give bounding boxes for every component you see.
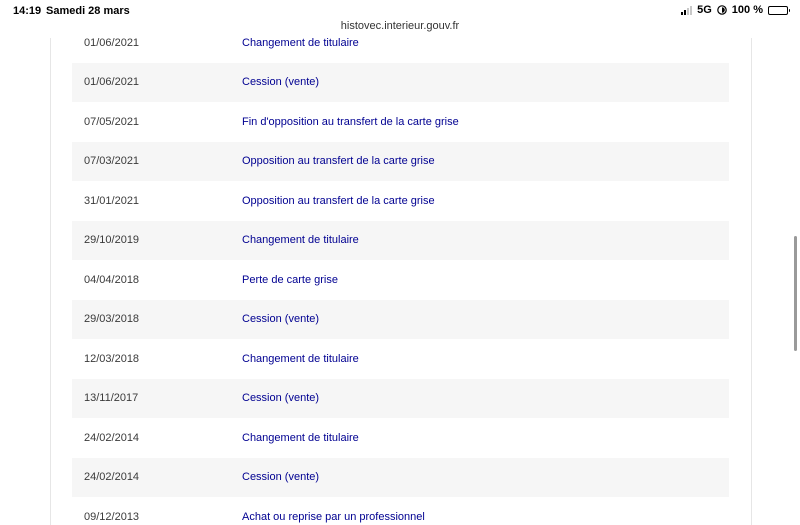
row-event: Fin d'opposition au transfert de la carte grise	[242, 115, 459, 128]
battery-label: 100 %	[731, 4, 763, 16]
row-date: 24/02/2014	[84, 471, 140, 484]
row-date: 13/11/2017	[84, 392, 139, 405]
table-row	[72, 38, 729, 63]
signal-icon	[681, 6, 692, 15]
row-event: Cession (vente)	[242, 313, 320, 326]
row-event: Opposition au transfert de la carte grise	[242, 155, 435, 168]
row-date: 01/06/2021	[84, 76, 140, 89]
row-event: Changement de titulaire	[242, 38, 359, 49]
row-date: 09/12/2013	[84, 510, 140, 523]
do-not-disturb-icon	[717, 5, 727, 15]
table-row	[72, 379, 729, 419]
row-event: Opposition au transfert de la carte grise	[242, 194, 435, 207]
row-date: 04/04/2018	[84, 273, 140, 286]
row-date: 07/05/2021	[84, 115, 140, 128]
table-row	[72, 339, 729, 379]
table-row	[72, 102, 729, 142]
scrollbar[interactable]	[794, 236, 797, 351]
table-row	[72, 458, 729, 498]
status-date: Samedi 28 mars	[46, 5, 130, 17]
address-bar[interactable]: histovec.interieur.gouv.fr	[340, 20, 460, 32]
history-table	[72, 38, 729, 525]
row-date: 12/03/2018	[84, 352, 140, 365]
table-row	[72, 221, 729, 261]
row-event: Cession (vente)	[242, 76, 320, 89]
table-row	[72, 497, 729, 525]
status-indicators	[681, 4, 788, 16]
status-bar	[0, 0, 800, 38]
table-row	[72, 181, 729, 221]
table-row	[72, 142, 729, 182]
table-row	[72, 300, 729, 340]
row-event: Cession (vente)	[242, 471, 320, 484]
row-date: 07/03/2021	[84, 155, 140, 168]
row-event: Changement de titulaire	[242, 234, 359, 247]
row-date: 01/06/2021	[84, 38, 140, 49]
row-date: 31/01/2021	[84, 194, 140, 207]
table-row	[72, 418, 729, 458]
row-event: Achat ou reprise par un professionnel	[242, 510, 425, 523]
row-date: 24/02/2014	[84, 431, 140, 444]
table-row	[72, 63, 729, 103]
row-event: Changement de titulaire	[242, 431, 359, 444]
row-event: Perte de carte grise	[242, 273, 338, 286]
row-event: Cession (vente)	[242, 392, 320, 405]
status-time: 14:19	[13, 5, 42, 17]
row-date: 29/03/2018	[84, 313, 140, 326]
battery-icon	[768, 6, 788, 15]
table-row	[72, 260, 729, 300]
row-event: Changement de titulaire	[242, 352, 359, 365]
row-date: 29/10/2019	[84, 234, 140, 247]
network-label: 5G	[697, 4, 712, 16]
page-content	[50, 38, 752, 525]
